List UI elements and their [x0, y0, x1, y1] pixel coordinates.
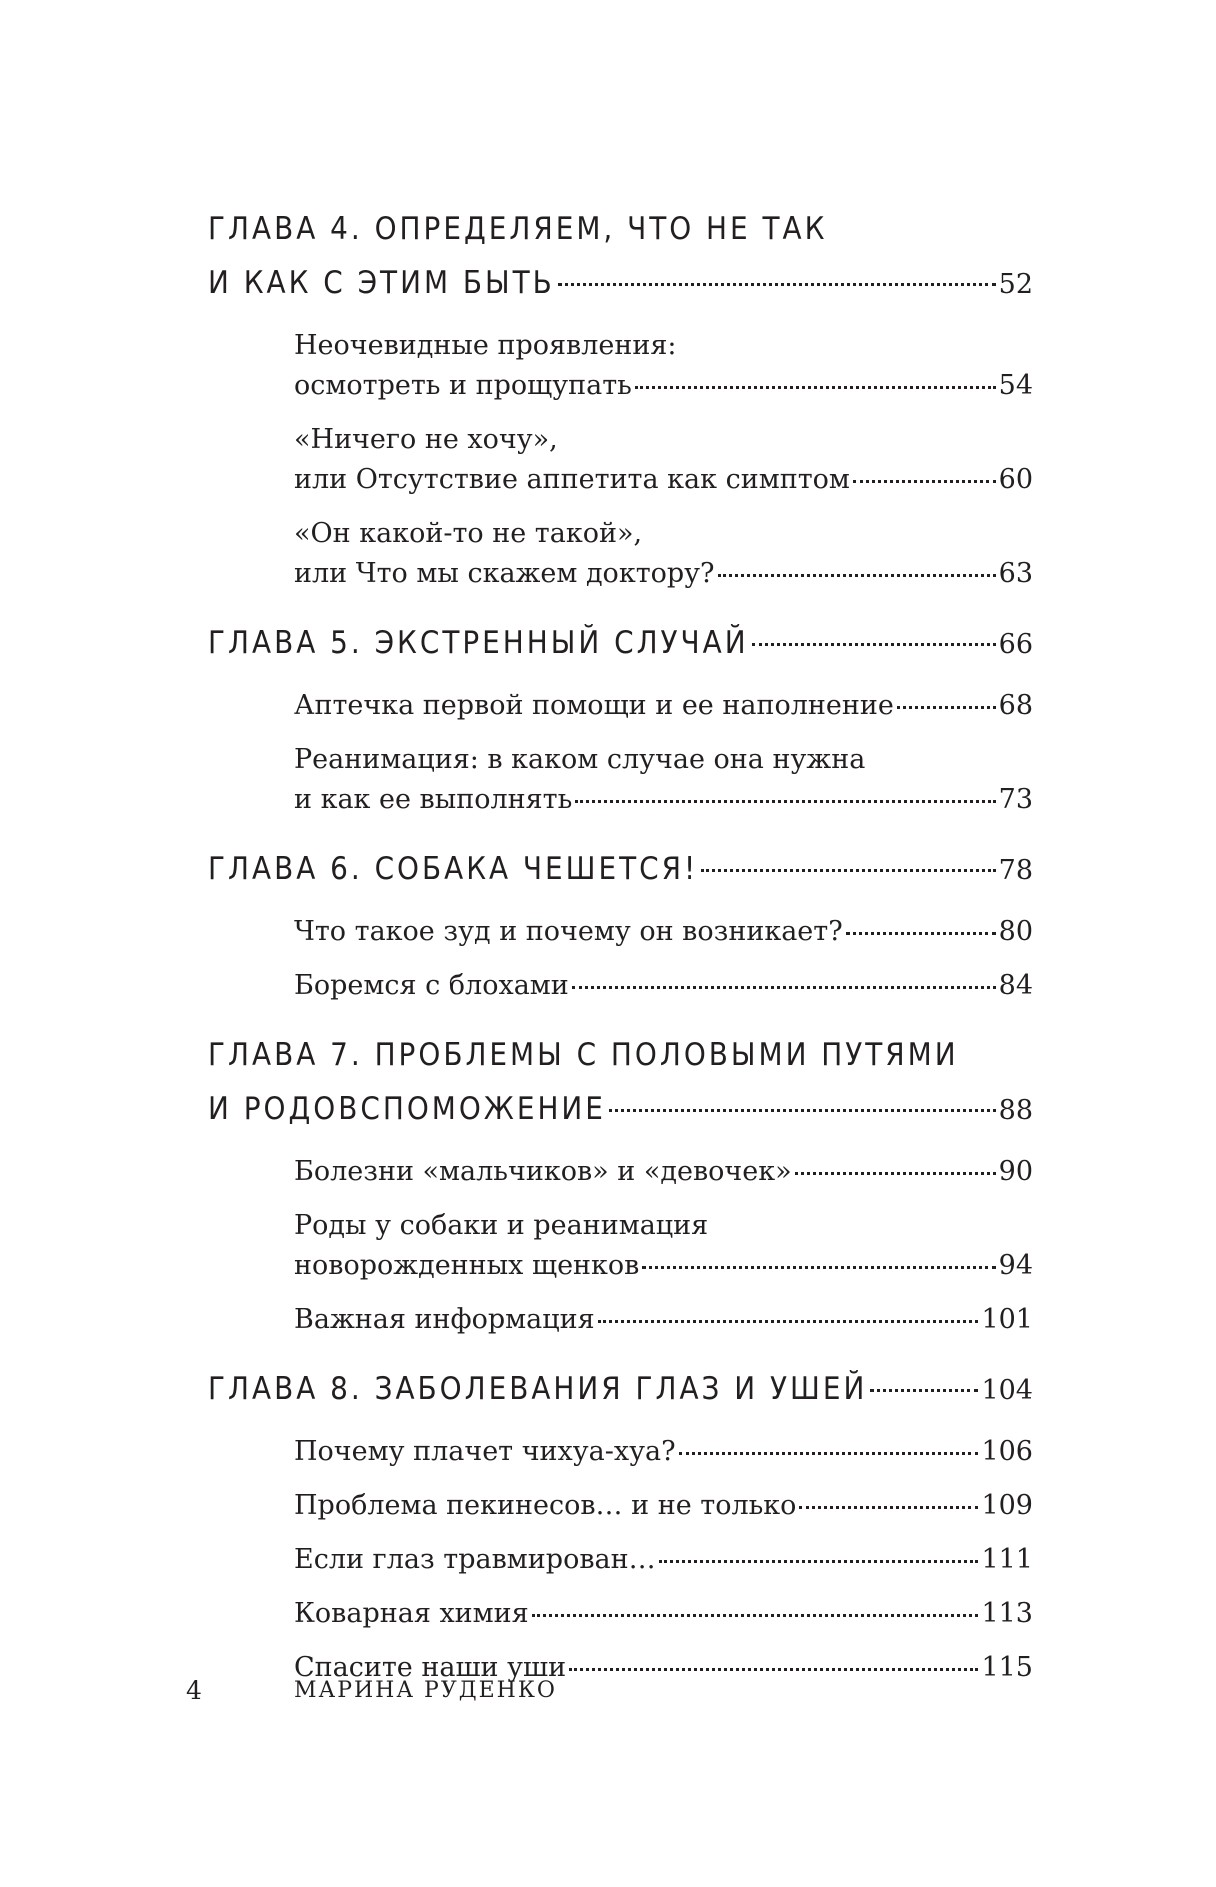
- section-title-line: новорожденных щенков: [294, 1250, 640, 1281]
- page-number: 113: [981, 1598, 1033, 1629]
- toc-section[interactable]: [294, 1152, 1033, 1192]
- section-title: Спасите наши уши: [294, 1652, 567, 1683]
- leader-dots: [679, 1452, 979, 1455]
- page-number: 109: [981, 1490, 1033, 1521]
- toc-section[interactable]: [294, 1540, 1033, 1580]
- page-number: 78: [998, 855, 1033, 886]
- leader-dots: [598, 1320, 979, 1323]
- section-title: Проблема пекинесов… и не только: [294, 1490, 797, 1521]
- section-title: Аптечка первой помощи и ее наполнение: [294, 690, 894, 721]
- section-title-line: Неочевидные проявления:: [294, 330, 677, 361]
- toc-section[interactable]: [294, 740, 1033, 820]
- leader-dots: [642, 1266, 995, 1269]
- toc-chapter-5[interactable]: [208, 616, 1033, 672]
- page-number: 73: [998, 784, 1033, 815]
- toc-chapter-8[interactable]: [208, 1362, 1033, 1418]
- page-number: 88: [998, 1095, 1033, 1126]
- leader-dots: [718, 574, 996, 577]
- section-title: Боремся с блохами: [294, 970, 569, 1001]
- page-number: 63: [998, 558, 1033, 589]
- leader-dots: [870, 1389, 978, 1392]
- page-number: 66: [998, 629, 1033, 660]
- leader-dots: [575, 800, 995, 803]
- leader-dots: [897, 706, 996, 709]
- running-footer-author: МАРИНА РУДЕНКО: [294, 1678, 557, 1703]
- leader-dots: [569, 1668, 978, 1671]
- section-title-line: Роды у собаки и реанимация: [294, 1210, 709, 1241]
- section-title-line: осмотреть и прощупать: [294, 370, 632, 401]
- leader-dots: [572, 986, 996, 989]
- page-number: 94: [998, 1250, 1033, 1281]
- toc-section[interactable]: [294, 686, 1033, 726]
- leader-dots: [795, 1172, 996, 1175]
- section-title-line: и как ее выполнять: [294, 784, 573, 815]
- leader-dots: [609, 1109, 996, 1112]
- leader-dots: [799, 1506, 978, 1509]
- page-number: 54: [998, 370, 1033, 401]
- leader-dots: [701, 869, 995, 872]
- toc-chapter-4[interactable]: [208, 202, 1033, 312]
- section-title-line: или Что мы скажем доктору?: [294, 558, 715, 589]
- page-number: 84: [998, 970, 1033, 1001]
- section-title: Коварная химия: [294, 1598, 529, 1629]
- leader-dots: [635, 386, 996, 389]
- folio-page-number: 4: [186, 1676, 202, 1705]
- section-title: Что такое зуд и почему он возникает?: [294, 916, 843, 947]
- chapter-title-line: ГЛАВА 4. ОПРЕДЕЛЯЕМ, ЧТО НЕ ТАК: [208, 211, 828, 247]
- toc-section[interactable]: [294, 1486, 1033, 1526]
- chapter-title-line: ГЛАВА 7. ПРОБЛЕМЫ С ПОЛОВЫМИ ПУТЯМИ: [208, 1037, 959, 1073]
- section-title: Болезни «мальчиков» и «девочек»: [294, 1156, 792, 1187]
- toc-section[interactable]: [294, 1206, 1033, 1286]
- section-title: Если глаз травмирован…: [294, 1544, 656, 1575]
- leader-dots: [558, 283, 996, 286]
- toc-chapter-6[interactable]: [208, 842, 1033, 898]
- chapter-title: ГЛАВА 8. ЗАБОЛЕВАНИЯ ГЛАЗ И УШЕЙ: [208, 1371, 868, 1407]
- page-number: 68: [998, 690, 1033, 721]
- toc-section[interactable]: [294, 1432, 1033, 1472]
- page-number: 90: [998, 1156, 1033, 1187]
- leader-dots: [752, 643, 996, 646]
- page-number: 104: [981, 1375, 1033, 1406]
- chapter-title-line: И РОДОВСПОМОЖЕНИЕ: [208, 1091, 606, 1127]
- chapter-title: ГЛАВА 6. СОБАКА ЧЕШЕТСЯ!: [208, 851, 699, 887]
- leader-dots: [853, 480, 996, 483]
- page-number: 111: [981, 1544, 1033, 1575]
- section-title-line: или Отсутствие аппетита как симптом: [294, 464, 850, 495]
- page-number: 115: [981, 1652, 1033, 1683]
- table-of-contents: [208, 202, 1033, 1688]
- toc-section[interactable]: [294, 420, 1033, 500]
- toc-section[interactable]: [294, 1594, 1033, 1634]
- leader-dots: [846, 932, 996, 935]
- page-number: 101: [981, 1304, 1033, 1335]
- toc-section[interactable]: [294, 326, 1033, 406]
- toc-section[interactable]: [294, 912, 1033, 952]
- leader-dots: [659, 1560, 979, 1563]
- page-number: 60: [998, 464, 1033, 495]
- section-title-line: «Ничего не хочу»,: [294, 424, 558, 455]
- page-number: 106: [981, 1436, 1033, 1467]
- section-title-line: «Он какой-то не такой»,: [294, 518, 643, 549]
- toc-chapter-7[interactable]: [208, 1028, 1033, 1138]
- section-title-line: Реанимация: в каком случае она нужна: [294, 744, 866, 775]
- toc-section[interactable]: [294, 514, 1033, 594]
- chapter-title-line: И КАК С ЭТИМ БЫТЬ: [208, 265, 555, 301]
- section-title: Важная информация: [294, 1304, 595, 1335]
- leader-dots: [532, 1614, 979, 1617]
- toc-section[interactable]: [294, 966, 1033, 1006]
- section-title: Почему плачет чихуа-хуа?: [294, 1436, 676, 1467]
- toc-section[interactable]: [294, 1300, 1033, 1340]
- page-number: 80: [998, 916, 1033, 947]
- page-number: 52: [998, 269, 1033, 300]
- chapter-title: ГЛАВА 5. ЭКСТРЕННЫЙ СЛУЧАЙ: [208, 625, 749, 661]
